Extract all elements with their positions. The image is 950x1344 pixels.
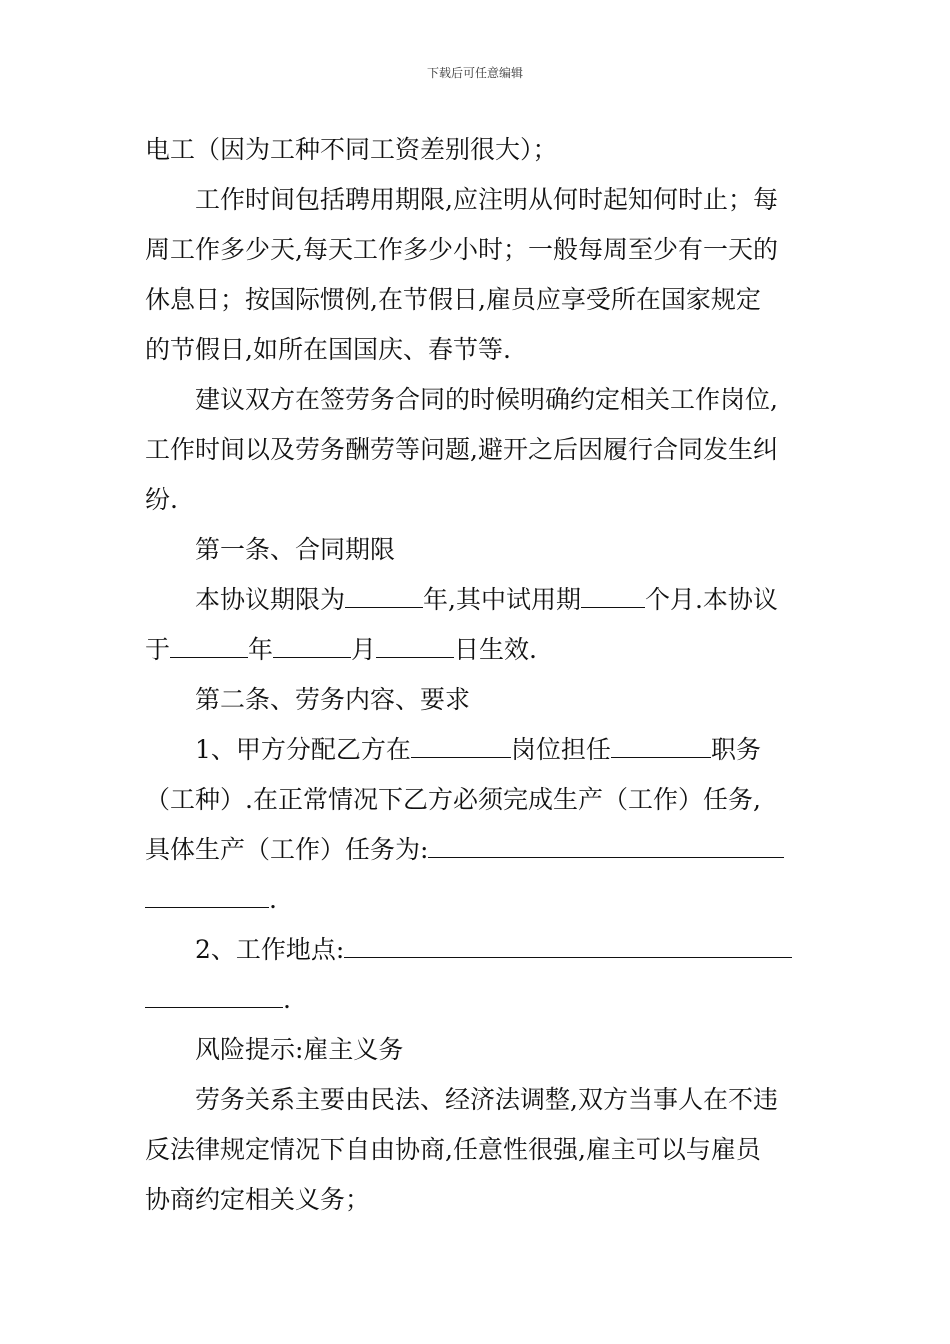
paragraph-line (145, 825, 807, 875)
text-segment: 职务 (710, 735, 761, 764)
fill-in-blank[interactable] (376, 627, 454, 658)
paragraph-line (145, 625, 807, 675)
section-heading: 风险提示:雇主义务 (195, 1035, 404, 1064)
fill-in-blank[interactable] (428, 827, 784, 858)
document-body (145, 125, 807, 1225)
fill-in-blank[interactable] (145, 977, 283, 1008)
paragraph-line: 纷. (145, 485, 178, 514)
text-segment: 日生效. (454, 635, 537, 664)
paragraph-line: 的节假日,如所在国国庆、春节等. (145, 335, 511, 364)
text-segment: 本协议期限为 (195, 585, 346, 614)
text-segment: 个月.本协议 (644, 585, 778, 614)
paragraph-line (145, 925, 807, 975)
fill-in-blank[interactable] (411, 727, 511, 758)
text-segment: 2、工作地点: (195, 935, 345, 964)
fill-in-blank[interactable] (345, 577, 423, 608)
paragraph-line: 工作时间包括聘用期限,应注明从何时起知何时止；每 (195, 185, 778, 214)
text-segment: 于 (145, 635, 171, 664)
paragraph-line: 工作时间以及劳务酬劳等问题,避开之后因履行合同发生纠 (145, 435, 778, 464)
text-segment: 年,其中试用期 (423, 585, 581, 614)
section-heading: 第二条、劳务内容、要求 (195, 685, 471, 714)
fill-in-blank[interactable] (170, 627, 248, 658)
text-segment: 岗位担任 (510, 735, 611, 764)
paragraph-line: 周工作多少天,每天工作多少小时；一般每周至少有一天的 (145, 235, 778, 264)
fill-in-blank[interactable] (611, 727, 711, 758)
text-segment: 月 (351, 635, 377, 664)
text-segment: . (283, 985, 291, 1014)
fill-in-blank[interactable] (344, 927, 792, 958)
text-segment: . (269, 885, 277, 914)
fill-in-blank[interactable] (273, 627, 351, 658)
paragraph-line: 反法律规定情况下自由协商,任意性很强,雇主可以与雇员 (145, 1135, 761, 1164)
paragraph-line (145, 975, 807, 1025)
page-header: 下载后可任意编辑 (426, 66, 523, 80)
fill-in-blank[interactable] (581, 577, 645, 608)
paragraph-line: 建议双方在签劳务合同的时候明确约定相关工作岗位, (195, 385, 778, 414)
fill-in-blank[interactable] (145, 877, 269, 908)
paragraph-line: 电工（因为工种不同工资差别很大）； (145, 135, 558, 164)
text-segment: 1、甲方分配乙方在 (195, 735, 411, 764)
paragraph-line (145, 875, 807, 925)
paragraph-line: 劳务关系主要由民法、经济法调整,双方当事人在不违 (195, 1085, 778, 1114)
section-heading: 第一条、合同期限 (195, 535, 396, 564)
paragraph-line (145, 575, 807, 625)
paragraph-line: 休息日；按国际惯例,在节假日,雇员应享受所在国家规定 (145, 285, 761, 314)
text-segment: 年 (248, 635, 274, 664)
paragraph-line (145, 725, 807, 775)
text-segment: 具体生产（工作）任务为: (145, 835, 429, 864)
paragraph-line: 协商约定相关义务； (145, 1185, 371, 1214)
paragraph-line: （工种）.在正常情况下乙方必须完成生产（工作）任务, (145, 785, 761, 814)
